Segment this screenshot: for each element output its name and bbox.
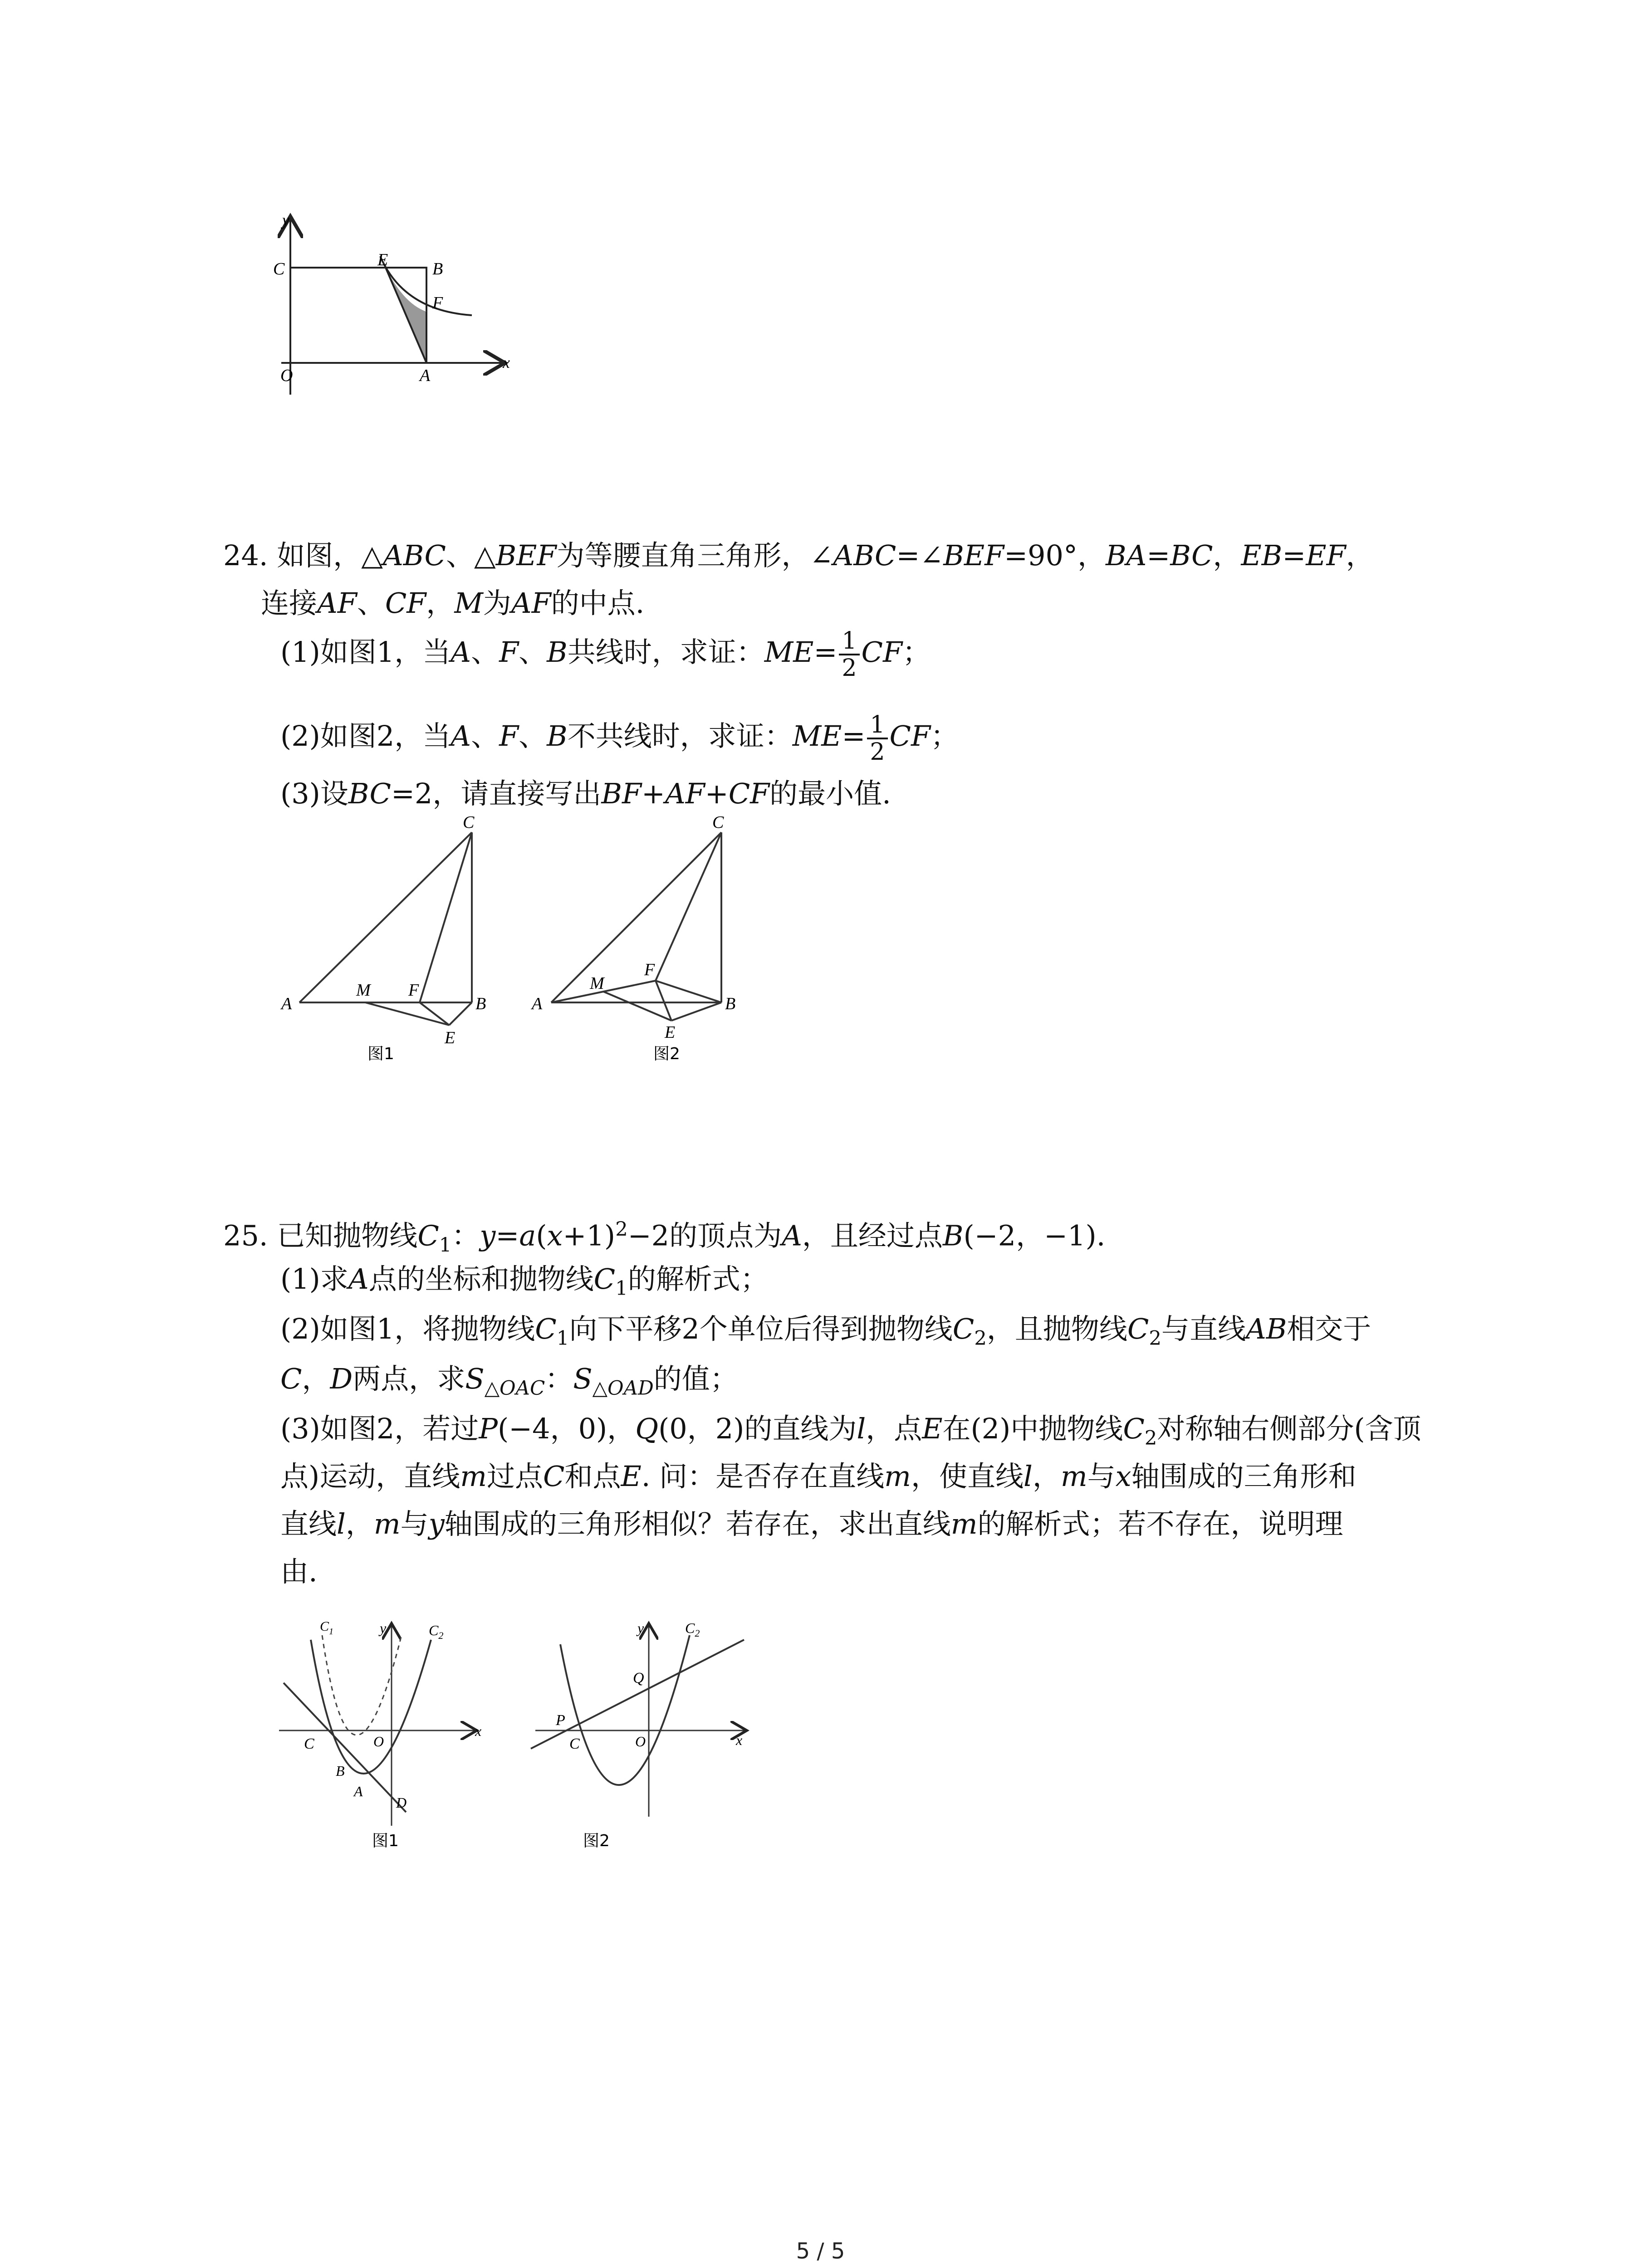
text-run: m <box>950 1507 978 1540</box>
fraction-half <box>867 712 887 765</box>
label-F: F <box>644 960 655 979</box>
label-C: C <box>712 813 724 832</box>
text-run: 连接 <box>261 587 318 620</box>
text-run: A <box>451 719 471 753</box>
text-run: ， <box>345 1507 374 1540</box>
text-run: (3)如图2，若过 <box>280 1412 479 1445</box>
page-number: 5 / 5 <box>796 2239 845 2264</box>
text-run: 点)运动，直线 <box>280 1460 460 1493</box>
text-run: 、△ <box>446 539 496 572</box>
text-run: m <box>884 1460 911 1493</box>
text-run: AF <box>665 777 705 810</box>
text-run: m <box>1060 1460 1087 1493</box>
label-A: A <box>420 366 431 385</box>
label-E: E <box>377 250 388 269</box>
label-E: E <box>665 1023 676 1042</box>
text-run: 、 <box>519 635 547 669</box>
q24-part1-text <box>280 635 837 669</box>
text-run: m <box>460 1460 487 1493</box>
text-run: A <box>451 635 471 669</box>
label-O: O <box>635 1733 646 1750</box>
text-run: C <box>1123 1412 1145 1445</box>
text-run: y <box>480 1219 496 1252</box>
text-run: 1 <box>439 1234 452 1257</box>
text-run: (3)设 <box>280 777 348 810</box>
text-run: B <box>547 635 568 669</box>
text-run: M <box>454 587 483 620</box>
text-run: =90°， <box>1004 539 1106 572</box>
text-run: 的解析式；若不存在，说明理 <box>977 1507 1343 1540</box>
text-run: C <box>543 1460 565 1493</box>
label-M: M <box>590 974 604 993</box>
fraction-denominator: 2 <box>870 738 885 766</box>
label-C2: $C_2$ <box>685 1620 700 1639</box>
text-run: E <box>922 1412 943 1445</box>
text-run: ，且抛物线 <box>986 1312 1127 1345</box>
text-run: 24. 如图，△ <box>223 539 383 572</box>
label-O: O <box>373 1733 384 1750</box>
text-run: 由. <box>280 1555 318 1588</box>
text-run: x <box>547 1219 563 1252</box>
text-run: ，且经过点 <box>802 1219 943 1252</box>
q25-part3-c <box>280 1504 1343 1545</box>
text-run: C <box>417 1219 439 1252</box>
text-run: ME <box>792 719 842 753</box>
text-run: A <box>348 1262 369 1295</box>
text-run: BF <box>601 777 642 810</box>
text-run: △OAC <box>484 1377 545 1400</box>
text-run: 对称轴右侧部分(含顶 <box>1157 1412 1421 1445</box>
text-run: A <box>782 1219 802 1252</box>
text-run: F <box>499 635 519 669</box>
text-run: 的最小值. <box>769 777 891 810</box>
text-run: a <box>519 1219 536 1252</box>
label-Q: Q <box>633 1670 644 1686</box>
text-run: ，使直线 <box>911 1460 1024 1493</box>
label-B: B <box>336 1763 345 1779</box>
text-run: =∠ <box>896 539 944 572</box>
caption-figure-2: 图2 <box>583 1832 610 1850</box>
text-run: l <box>857 1412 866 1445</box>
text-run: l <box>337 1507 346 1540</box>
text-run: ： <box>545 1362 573 1395</box>
text-run: ； <box>930 719 959 753</box>
q24-line2 <box>261 583 644 624</box>
text-run: AF <box>317 587 357 620</box>
label-y: y <box>380 1620 387 1636</box>
text-run: 轴围成的三角形相似？若存在，求出直线 <box>444 1507 951 1540</box>
label-O: O <box>280 366 293 385</box>
text-run: x <box>1115 1460 1132 1493</box>
label-F: F <box>432 293 443 313</box>
label-A: A <box>354 1783 363 1799</box>
text-run: = <box>842 719 866 753</box>
text-run: (−4，0)， <box>498 1412 636 1445</box>
text-run: 2 <box>974 1327 987 1350</box>
q25-part3-a <box>280 1408 1421 1458</box>
label-y: y <box>282 211 289 229</box>
text-run: CF <box>861 635 902 669</box>
text-run: 和点 <box>564 1460 621 1493</box>
text-run: 2 <box>1144 1427 1157 1450</box>
fraction-numerator: 1 <box>839 628 859 655</box>
text-run: 1 <box>615 1277 628 1300</box>
text-run: AF <box>511 587 551 620</box>
q24-part1 <box>280 628 931 681</box>
text-run: (0，2)的直线为 <box>658 1412 857 1445</box>
text-run: 两点，求 <box>353 1362 465 1395</box>
text-run: 25. 已知抛物线 <box>223 1219 418 1252</box>
text-run: ， <box>1213 539 1241 572</box>
text-run: 、 <box>357 587 385 620</box>
text-run: = <box>1282 539 1306 572</box>
label-E: E <box>445 1028 456 1047</box>
label-B: B <box>725 994 736 1013</box>
label-A: A <box>532 994 543 1013</box>
text-run: 为 <box>483 587 511 620</box>
label-C2: $C_2$ <box>429 1622 444 1641</box>
q25-figure-1 <box>274 1617 492 1853</box>
text-run: (1)求 <box>280 1262 348 1295</box>
text-run: 轴围成的三角形和 <box>1131 1460 1357 1493</box>
text-run: ， <box>302 1362 330 1395</box>
q24-part2-tail <box>890 719 959 753</box>
text-run: S <box>465 1362 485 1395</box>
text-run: ， <box>426 587 455 620</box>
fraction-half <box>839 628 859 681</box>
text-run: CF <box>385 587 426 620</box>
text-run: (1)如图1，当 <box>280 635 451 669</box>
text-run: F <box>499 719 519 753</box>
text-run: BC <box>348 777 391 810</box>
text-run: (2)如图2，当 <box>280 719 451 753</box>
label-C: C <box>273 259 285 279</box>
text-run: 2 <box>615 1218 628 1241</box>
label-C1: $C_1$ <box>320 1619 334 1637</box>
q25-part2-b <box>280 1359 738 1408</box>
text-run: =2，请直接写出 <box>391 777 602 810</box>
text-run: ， <box>1032 1460 1061 1493</box>
text-run: C <box>535 1312 557 1345</box>
text-run: 不共线时，求证： <box>567 719 793 753</box>
text-run: 在(2)中抛物线 <box>942 1412 1123 1445</box>
text-run: BEF <box>495 539 557 572</box>
text-run: EF <box>1306 539 1346 572</box>
label-A: A <box>281 994 292 1013</box>
text-run: B <box>547 719 568 753</box>
q24-part1-tail <box>862 635 931 669</box>
text-run: 共线时，求证： <box>567 635 764 669</box>
label-C: C <box>304 1735 314 1752</box>
text-run: 点的坐标和抛物线 <box>368 1262 594 1295</box>
text-run: P <box>479 1412 498 1445</box>
text-run: CF <box>889 719 931 753</box>
text-run: ( <box>536 1219 547 1252</box>
label-x: x <box>475 1723 482 1739</box>
text-run: 的值； <box>653 1362 738 1395</box>
q25-part2-a <box>280 1309 1371 1359</box>
text-run: B <box>942 1219 964 1252</box>
label-M: M <box>356 981 371 1000</box>
q25-line1 <box>223 1209 1105 1266</box>
text-run: BC <box>1170 539 1213 572</box>
text-run: 与 <box>400 1507 429 1540</box>
text-run: ABC <box>383 539 446 572</box>
text-run: +1) <box>563 1219 616 1252</box>
text-run: 、 <box>519 719 547 753</box>
q24-part2-text <box>280 719 865 753</box>
caption-figure-1: 图1 <box>367 1045 394 1063</box>
text-run: Q <box>635 1412 659 1445</box>
label-y: y <box>637 1620 644 1636</box>
text-run: 过点 <box>487 1460 544 1493</box>
text-run: ： <box>451 1219 480 1252</box>
text-run: 的中点. <box>551 587 645 620</box>
label-B: B <box>432 259 443 279</box>
label-x: x <box>503 353 510 371</box>
label-C: C <box>463 813 475 832</box>
label-D: D <box>396 1794 407 1811</box>
text-run: = <box>1146 539 1171 572</box>
text-run: ABC <box>833 539 896 572</box>
text-run: 2 <box>1149 1327 1161 1350</box>
q24-figure-1 <box>272 812 499 1066</box>
text-run: ； <box>902 635 931 669</box>
text-run: l <box>1023 1460 1033 1493</box>
text-run: C <box>1127 1312 1149 1345</box>
text-run: 直线 <box>280 1507 337 1540</box>
fraction-denominator: 2 <box>842 655 857 682</box>
text-run: m <box>373 1507 401 1540</box>
text-run: 向下平移2个单位后得到抛物线 <box>569 1312 953 1345</box>
text-run: = <box>813 635 838 669</box>
text-run: . 问：是否存在直线 <box>641 1460 885 1493</box>
text-run: CF <box>728 777 770 810</box>
text-run: 、 <box>471 635 500 669</box>
text-run: ， <box>1346 539 1374 572</box>
text-run: (−2，−1). <box>963 1219 1106 1252</box>
text-run: EB <box>1241 539 1283 572</box>
q24-part2 <box>280 712 959 765</box>
text-run: = <box>495 1219 519 1252</box>
figure-top <box>254 206 526 401</box>
text-run: 与直线 <box>1161 1312 1246 1345</box>
text-run: y <box>428 1507 445 1540</box>
text-run: 的解析式； <box>627 1262 769 1295</box>
text-run: 与 <box>1087 1460 1116 1493</box>
text-run: E <box>621 1460 642 1493</box>
label-C: C <box>569 1735 580 1752</box>
label-F: F <box>408 981 419 1000</box>
label-B: B <box>475 994 486 1013</box>
text-run: C <box>593 1262 616 1295</box>
label-P: P <box>556 1712 565 1729</box>
label-x: x <box>736 1732 743 1748</box>
caption-figure-2: 图2 <box>653 1045 680 1063</box>
q24-part3 <box>280 773 891 814</box>
caption-figure-1: 图1 <box>372 1832 399 1850</box>
text-run: C <box>952 1312 975 1345</box>
q25-part1 <box>280 1259 769 1309</box>
q25-part3-b <box>280 1456 1357 1497</box>
text-run: + <box>641 777 665 810</box>
q25-part3-d <box>280 1551 318 1592</box>
fraction-numerator: 1 <box>867 712 887 739</box>
q24-figure-2 <box>522 812 749 1066</box>
text-run: △OAD <box>592 1377 654 1400</box>
text-run: C <box>280 1362 302 1395</box>
text-run: 、 <box>471 719 500 753</box>
text-run: + <box>705 777 729 810</box>
text-run: 相交于 <box>1287 1312 1372 1345</box>
q24-line1 <box>223 535 1374 576</box>
text-run: −2的顶点为 <box>627 1219 782 1252</box>
text-run: (2)如图1，将抛物线 <box>280 1312 535 1345</box>
text-run: AB <box>1245 1312 1287 1345</box>
text-run: BEF <box>943 539 1004 572</box>
text-run: D <box>330 1362 353 1395</box>
text-run: ME <box>764 635 814 669</box>
text-run: S <box>573 1362 593 1395</box>
text-run: BA <box>1105 539 1147 572</box>
text-run: ，点 <box>866 1412 922 1445</box>
text-run: 1 <box>556 1327 569 1350</box>
text-run: 为等腰直角三角形，∠ <box>556 539 833 572</box>
q25-figure-2 <box>526 1617 753 1853</box>
